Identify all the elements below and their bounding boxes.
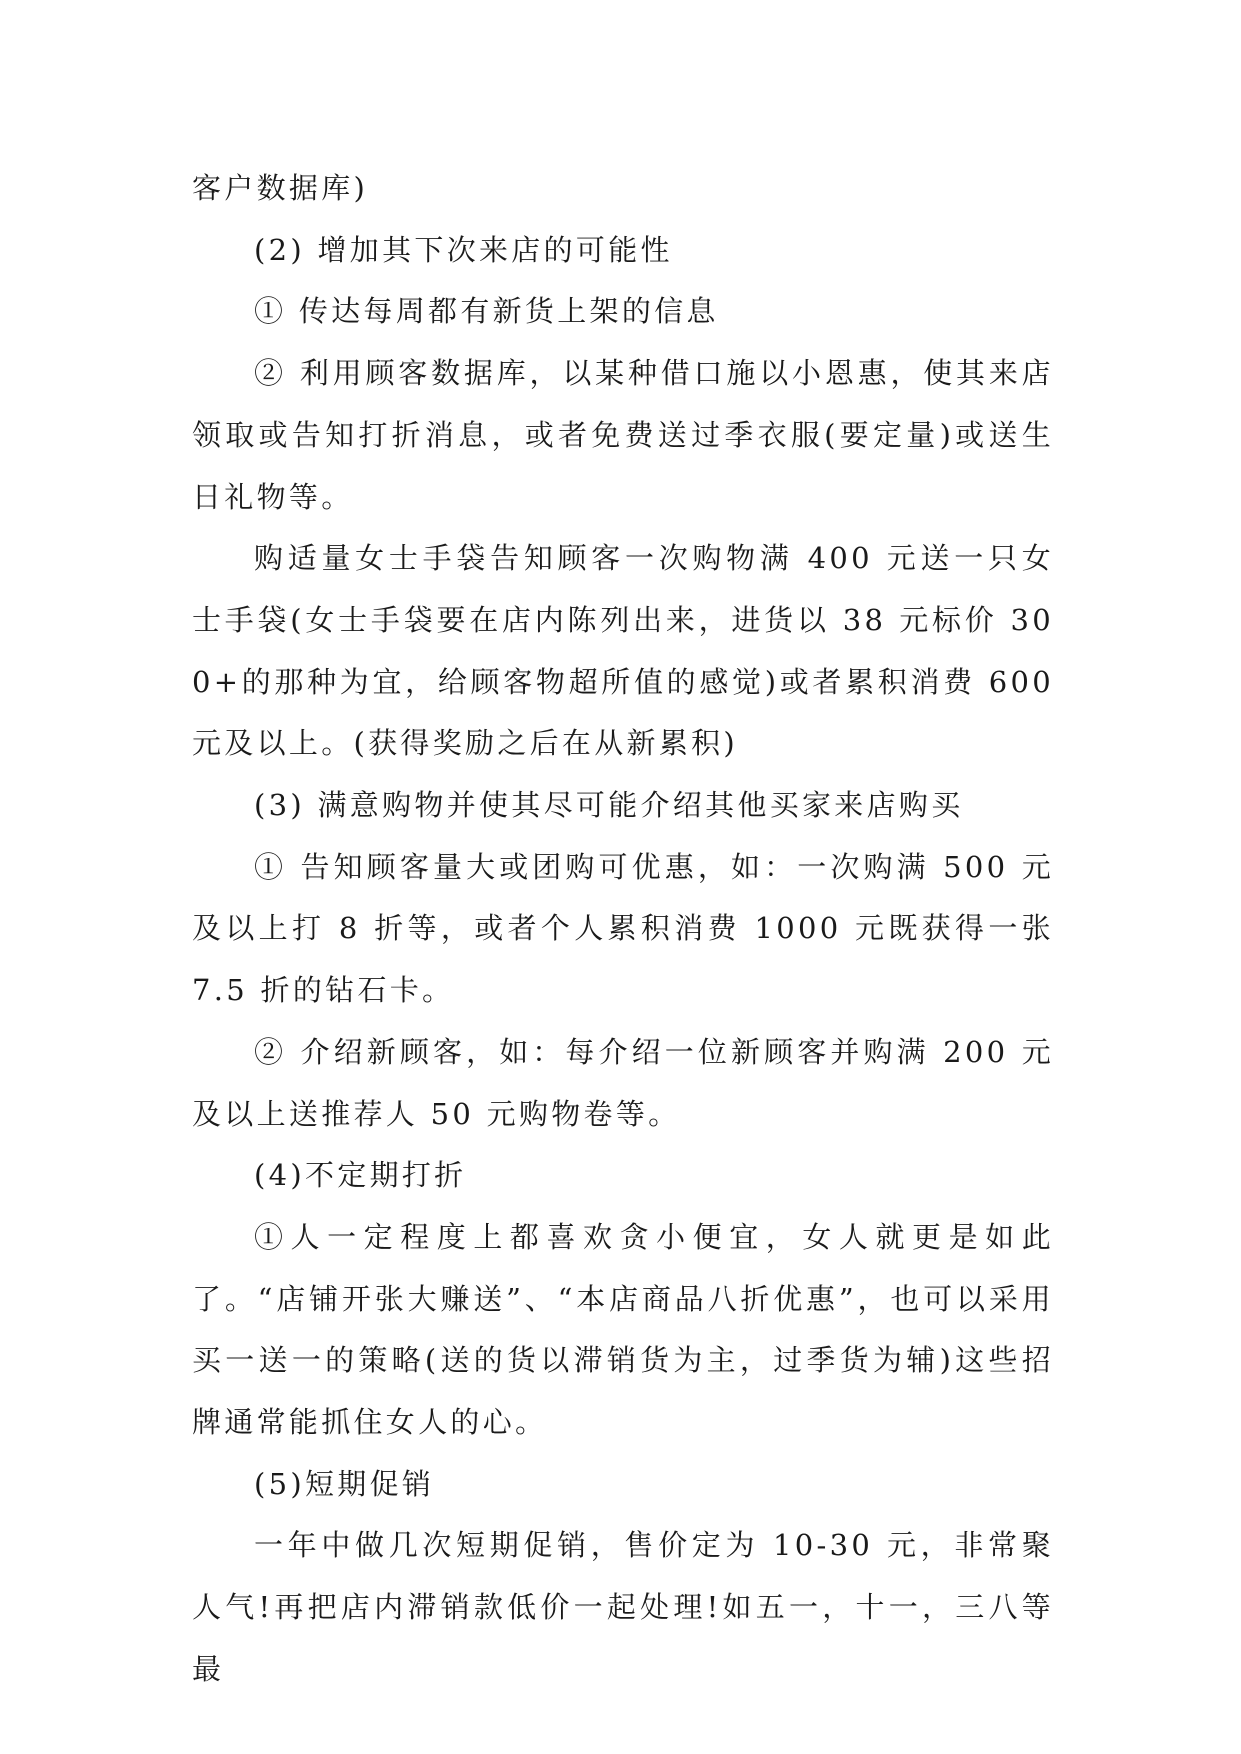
paragraph-item-referral: ② 介绍新顾客，如：每介绍一位新顾客并购满 200 元及以上送推荐人 50 元购物卷等。 (192, 1034, 1054, 1131)
paragraph-section-3-heading: (3) 满意购物并使其尽可能介绍其他买家来店购买 (254, 788, 964, 823)
paragraph-customer-database-end: 客户数据库) (192, 171, 369, 205)
paragraph-short-term-promotion: 一年中做几次短期促销，售价定为 10-30 元，非常聚人气!再把店内滞销款低价一起处理!如五一，十一，三八等最 (192, 1528, 1054, 1686)
paragraph-item-group-discount: ① 告知顾客量大或团购可优惠，如：一次购满 500 元及以上打 8 折等，或者个人累积消费 1000 元既获得一张 7.5 折的钻石卡。 (192, 849, 1054, 1008)
paragraph-handbag-promotion: 购适量女士手袋告知顾客一次购物满 400 元送一只女士手袋(女士手袋要在店内陈列出来，进货以 38 元标价 300+的那种为宜，给顾客物超所值的感觉)或者累积消费 600 元及以上。(获得奖励之后在从新累积) (192, 541, 1054, 761)
paragraph-section-2-heading: (2) 增加其下次来店的可能性 (254, 232, 673, 267)
paragraph-item-bargain-appeal: ①人一定程度上都喜欢贪小便宜，女人就更是如此了。“店铺开张大赚送”、“本店商品八折优惠”，也可以采用买一送一的策略(送的货以滞销货为主，过季货为辅)这些招牌通常能抓住女人的心。 (192, 1219, 1054, 1440)
document-body (192, 158, 1054, 1701)
paragraph-section-5-heading: (5)短期促销 (254, 1466, 435, 1501)
paragraph-item-customer-database-favors: ② 利用顾客数据库，以某种借口施以小恩惠，使其来店领取或告知打折消息，或者免费送过季衣服(要定量)或送生日礼物等。 (192, 356, 1054, 514)
paragraph-section-4-heading: (4)不定期打折 (254, 1158, 467, 1193)
paragraph-item-weekly-new-arrivals: ① 传达每周都有新货上架的信息 (254, 294, 719, 329)
